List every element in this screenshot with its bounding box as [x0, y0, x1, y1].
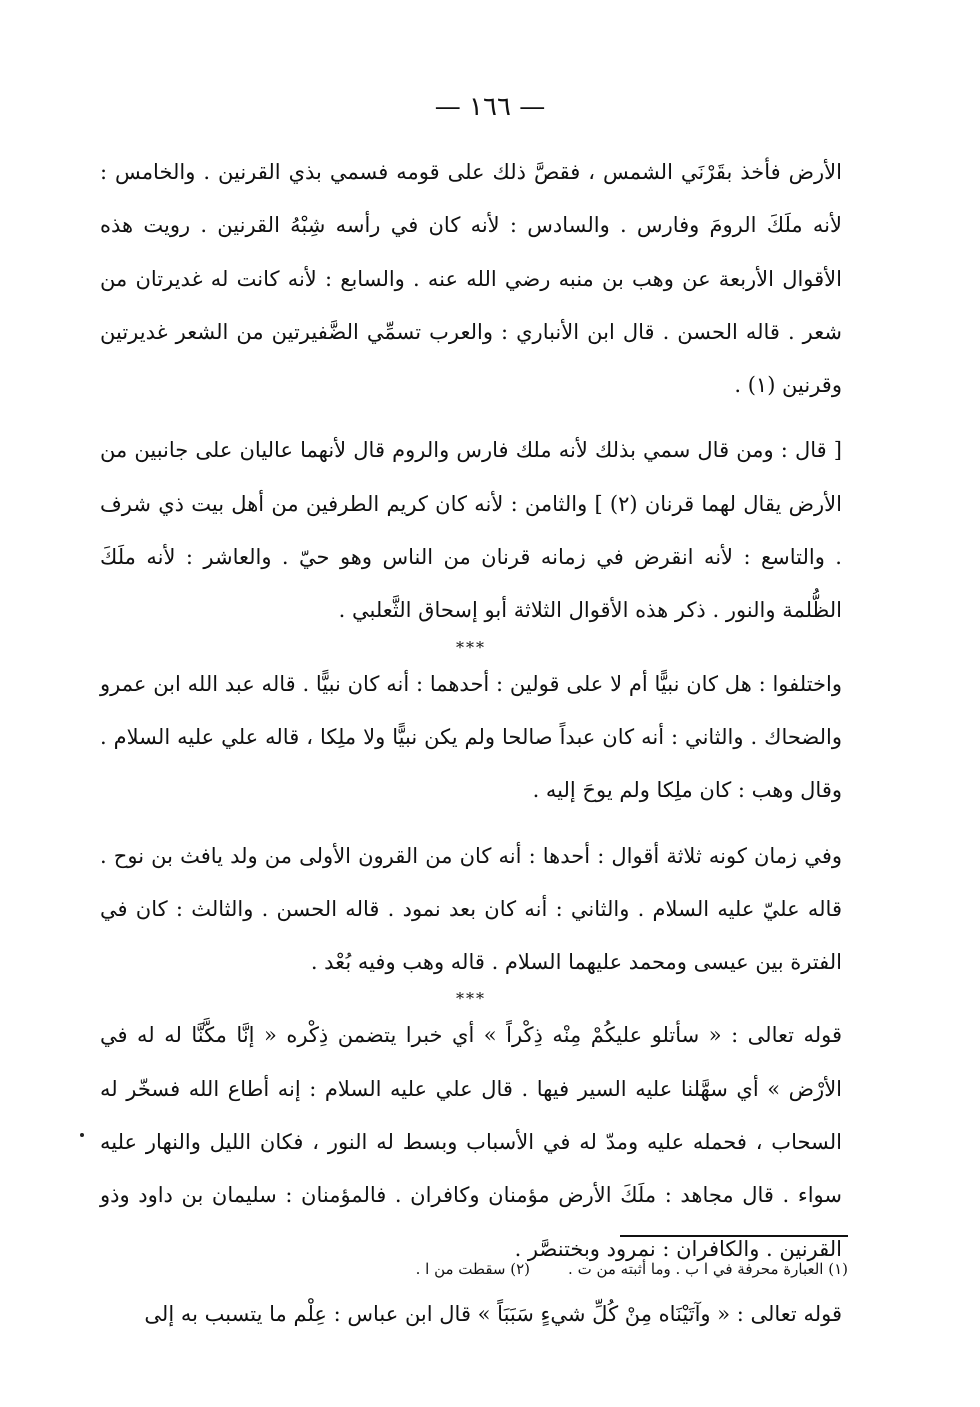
- footnote: (١) العبارة محرفة في ا ب . وما أثبته من ت .: [568, 1260, 848, 1278]
- section-separator: ***: [456, 637, 486, 657]
- main-text: [100, 146, 842, 1341]
- paragraph: واختلفوا : هل كان نبيًّا أم لا على قولين : أحدهما : أنه كان نبيًّا . قاله عبد الله ابن عمرو والضحاك . والثاني : أنه كان عبداً صالحا ولم يكن نبيًّا ولا ملِكا ، قاله علي عليه السلام . وقال وهب : كان ملِكا ولم يوحَ إليه .: [100, 671, 842, 803]
- footnote: (٢) سقطت من ا .: [415, 1260, 531, 1278]
- page-number: — ١٦٦ —: [434, 92, 546, 122]
- paragraph: الأرض فأخذ بقَرْنَي الشمس ، فقصَّ ذلك على قومه فسمي بذي القرنين . والخامس : لأنه ملَكَ الرومَ وفارس . والسادس : لأنه كان في رأسه شِبْهُ القرنين . رويت هذه الأقوال الأربعة عن وهب بن منبه رضي الله عنه . والسابع : لأنه كانت له غديرتان من شعر . قاله الحسن . قال ابن الأنباري : والعرب تسمِّي الضَّفيرتين من الشعر غديرتين وقرنين (١) .: [100, 160, 842, 398]
- paragraph: [ قال : ومن قال سمي بذلك لأنه ملك فارس والروم قال لأنهما عاليان على جانبين من الأرض يقال لهما قرنان (٢) ] والثامن : لأنه كان كريم الطرفين من أهل بيت ذي شرف . والتاسع : لأنه انقرض في زمانه قرنان من الناس وهو حيّ . والعاشر : لأنه ملَكَ الظُّلمة والنور . ذكر هذه الأقوال الثلاثة أبو إسحاق الثَّعلبي .: [100, 438, 842, 623]
- footnotes: [416, 1256, 848, 1282]
- footnote-divider: [620, 1235, 848, 1237]
- paragraph: وفي زمان كونه ثلاثة أقوال : أحدها : أنه كان من القرون الأولى من ولد يافث بن نوح . قاله عليّ عليه السلام . والثاني : أنه كان بعد نمود . قاله الحسن . والثالث : كان في الفترة بين عيسى ومحمد عليهما السلام . قاله وهب وفيه بُعْد .: [100, 843, 842, 975]
- section-separator: ***: [456, 989, 486, 1009]
- ink-dot: [80, 1133, 84, 1137]
- paragraph: قوله تعالى : « وآتَيْنَاه مِنْ كُلِّ شيءٍ سَبَبَاً » قال ابن عباس : عِلْم ما يتسبب به إلى: [144, 1301, 842, 1326]
- paragraph: قوله تعالى : « سأتلو عليكُمْ مِنْه ذِكْراً » أي خبرا يتضمن ذِكْره « إنَّا مكَّنَّا له له في الأرْض » أي سهَّلنا عليه السير فيها . قال علي عليه السلام : إنه أطاع الله فسخّر له السحاب ، فحمله عليه ومدّ له في الأسباب وبسط له النور ، فكان الليل والنهار عليه سواء . قال مجاهد : ملَكَ الأرض مؤمنان وكافران . فالمؤمنان : سليمان بن داود وذو القرنين . والكافران : نمرود وبختنصَّر .: [100, 1023, 842, 1261]
